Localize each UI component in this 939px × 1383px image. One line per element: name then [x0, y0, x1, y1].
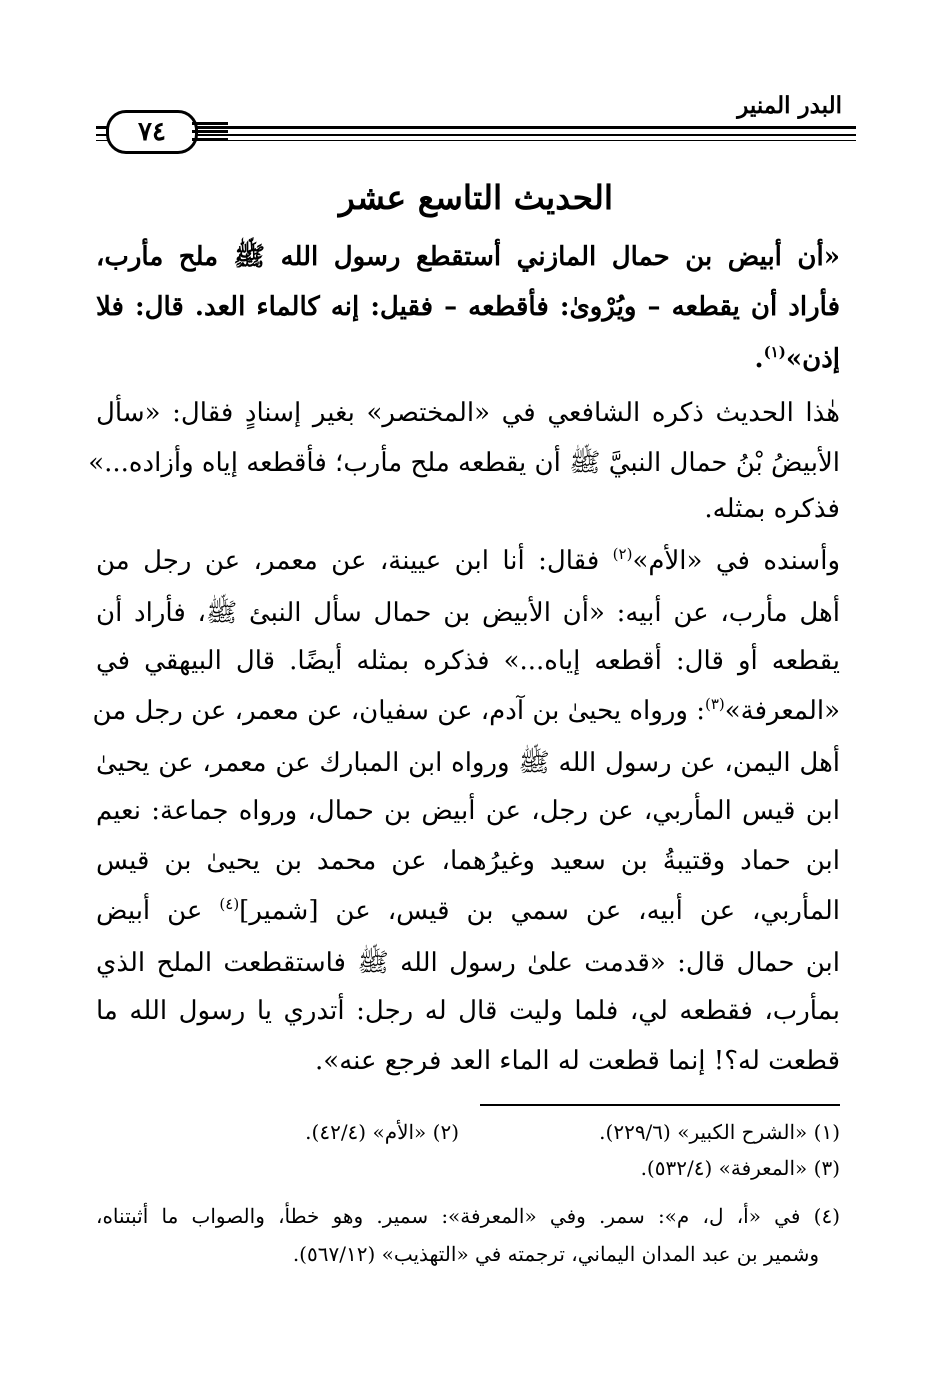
body-line: ابن قيس المأربي، عن رجل، عن أبيض بن حمال، ورواه جماعة: نعيم	[96, 796, 840, 826]
body-text: عن أبيض	[96, 896, 220, 926]
hadith-line	[96, 344, 840, 374]
body-line: هٰذا الحديث ذكره الشافعي في «المختصر» بغير إسنادٍ فقال: «سأل	[96, 398, 840, 428]
footnote-ref: (٢)	[612, 545, 633, 563]
footnote-4: (٤) في «أ، ل، م»: سمر. وفي «المعرفة»: سمير. وهو خطأ، والصواب ما أثبتناه،	[96, 1204, 840, 1228]
body-line	[92, 695, 840, 726]
frame-line	[192, 122, 228, 125]
body-line: قطعت له؟! إنما قطعت له الماء العد فرجع عنه».	[315, 1046, 840, 1076]
body-line: ابن حمال قال: «قدمت علىٰ رسول الله ﷺ فاستقطعت الملح الذي	[96, 948, 840, 978]
footnote-separator	[480, 1104, 840, 1106]
hadith-text: إذن»	[785, 344, 840, 374]
body-line: الأبيضُ بْنُ حمال النبيَّ ﷺ أن يقطعه ملح مأرب؛ فأقطعه إياه وأزاده...»	[88, 448, 840, 478]
footnote-ref: (١)	[763, 343, 786, 361]
hadith-line: «أن أبيض بن حمال المازني أستقطع رسول الله ﷺ ملح مأرب،	[96, 242, 840, 272]
frame-line	[192, 130, 228, 133]
footnote-3: (٣) «المعرفة» (٥٣٢/٤).	[640, 1156, 840, 1180]
footnote-ref: (٤)	[219, 895, 240, 913]
body-line: فذكره بمثله.	[704, 494, 840, 524]
running-header	[96, 84, 856, 147]
body-line	[96, 546, 840, 576]
body-line: يقطعه أو قال: أقطعه إياه...» فذكره بمثله أيضًا. قال البيهقي في	[96, 646, 840, 676]
footnote-2: (٢) «الأم» (٤٢/٤).	[305, 1120, 459, 1144]
body-line: أهل اليمن، عن رسول الله ﷺ ورواه ابن المبارك عن معمر، عن يحيىٰ	[96, 748, 840, 778]
body-text: فقال: أنا ابن عيينة، عن معمر، عن رجل من	[96, 546, 613, 576]
body-text: : ورواه يحيىٰ بن آدم، عن سفيان، عن معمر، عن رجل من	[92, 696, 705, 726]
running-title: البدر المنير	[737, 92, 842, 119]
footnote-4-continued: وشمير بن عبد المدان اليماني، ترجمته في «التهذيب» (٥٦٧/١٢).	[292, 1242, 819, 1266]
body-line: أهل مأرب، عن أبيه: «أن الأبيض بن حمال سأل النبئ ﷺ، فأراد أن	[96, 598, 840, 628]
body-line	[96, 896, 840, 926]
section-heading: الحديث التاسع عشر	[338, 178, 614, 217]
body-text: وأسنده في «الأم»	[632, 546, 840, 576]
frame-line	[192, 138, 228, 141]
body-text: المأربي، عن أبيه، عن سمي بن قيس، عن [شمير]	[239, 896, 840, 926]
footnote-ref: (٣)	[704, 695, 725, 713]
punct: .	[754, 344, 764, 374]
page-number-frame	[96, 110, 216, 152]
footnote-1: (١) «الشرح الكبير» (٢٢٩/٦).	[599, 1120, 840, 1144]
hadith-line: فأراد أن يقطعه – ويُرْوىٰ: فأقطعه – فقيل: إنه كالماء العد. قال: فلا	[96, 292, 840, 322]
body-line: بمأرب، فقطعه لي، فلما وليت قال له رجل: أتدري يا رسول الله ما	[96, 996, 840, 1026]
body-line: ابن حماد وقتيبةُ بن سعيد وغيرُهما، عن محمد بن يحيىٰ بن قيس	[96, 846, 840, 876]
page-number: ٧٤	[106, 110, 198, 154]
body-text: «المعرفة»	[724, 696, 840, 726]
